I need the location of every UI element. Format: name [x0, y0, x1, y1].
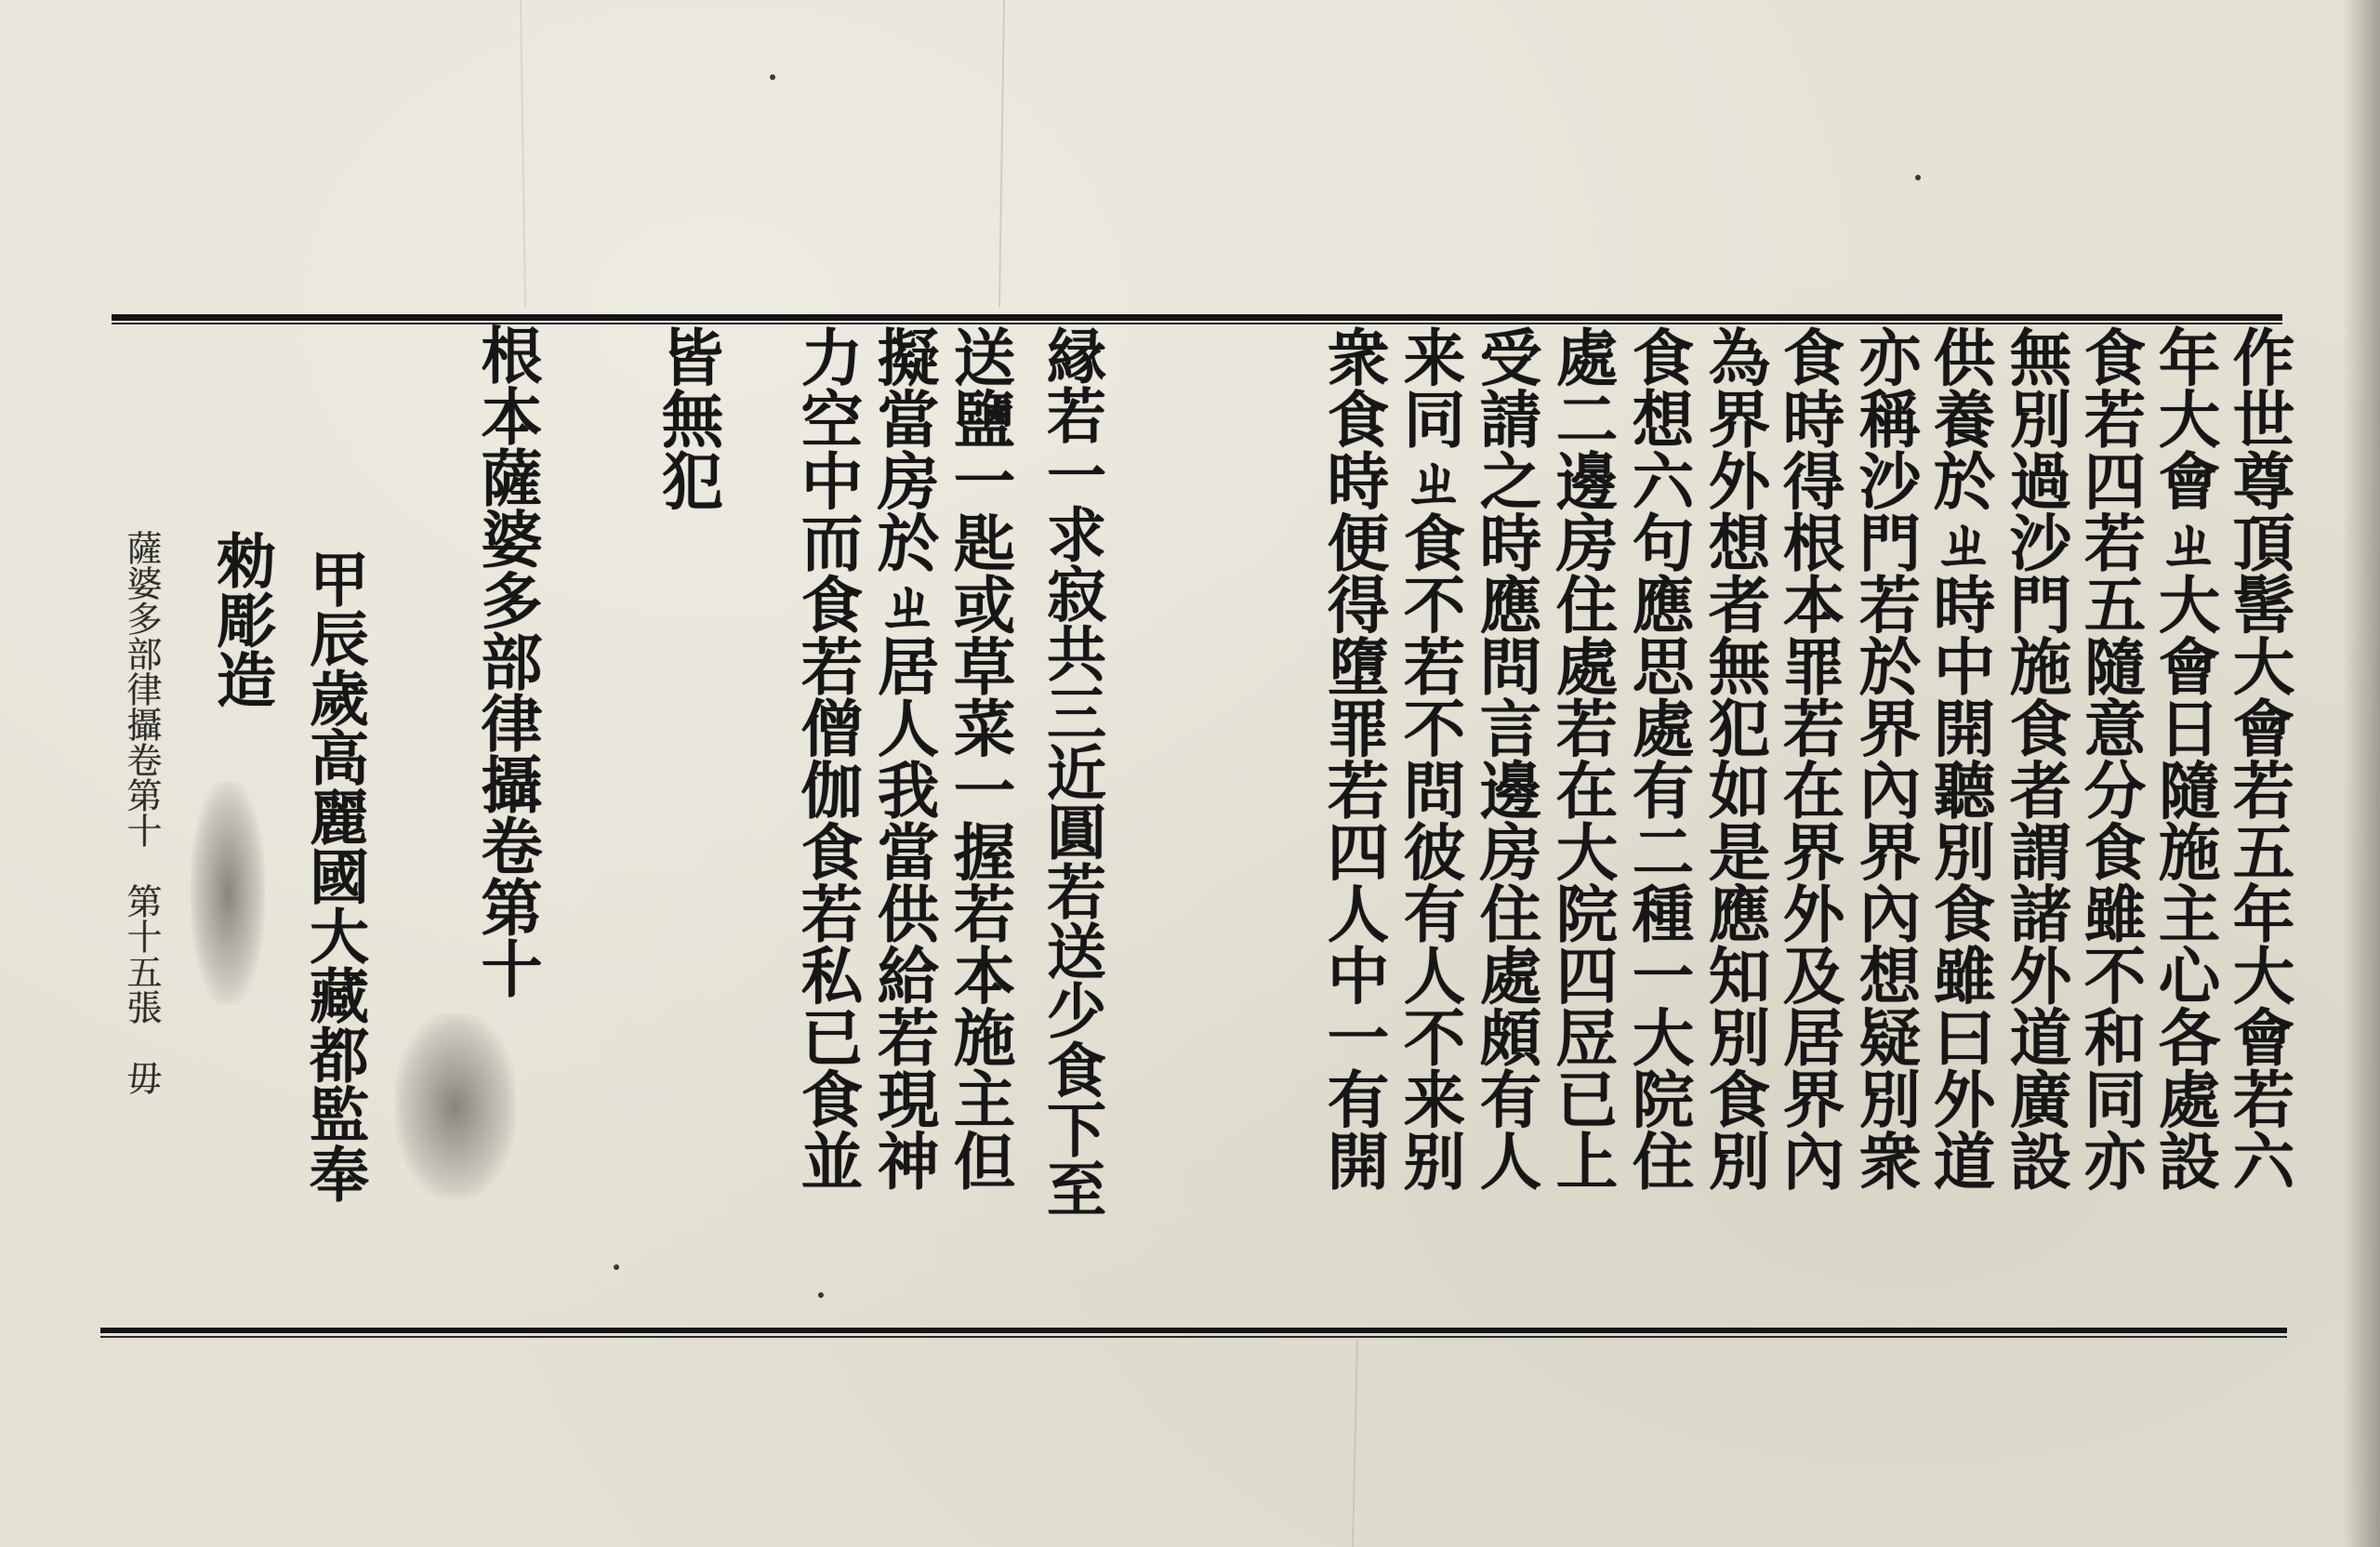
ink-smudge	[395, 1013, 516, 1199]
top-border-rule-inner	[112, 323, 2282, 324]
text-column-8: 為界外想者無犯如是應知別食別	[1699, 325, 1771, 1191]
page-edge-shadow	[2343, 0, 2380, 1547]
text-column-15: 送鹽一匙或草菜一握若本施主但	[944, 325, 1016, 1191]
text-column-5: 供養於ㄓ時中開聽別食雖曰外道	[1924, 325, 1996, 1191]
text-column-16: 擬當房於ㄓ居人我當供給若現神	[867, 325, 940, 1191]
text-column-9: 食想六句應思處有二種一大院住	[1622, 325, 1695, 1191]
paper-speck	[770, 74, 775, 80]
paper-speck	[614, 1264, 619, 1270]
top-border-rule	[112, 314, 2282, 321]
text-column-3: 食若四若五隨意分食雖不和同亦	[2074, 325, 2147, 1191]
text-column-12: 来同ㄓ食不若不問彼有人不来别	[1394, 325, 1466, 1191]
margin-page-note: 薩婆多部律攝卷第十 第十五張 毋	[121, 530, 162, 1095]
text-column-18: 皆無犯	[652, 325, 724, 511]
paper-speck	[818, 1292, 824, 1298]
text-column-17: 力空中而食若僧伽食若私已食並	[791, 325, 864, 1191]
text-column-13: 衆食時便得墮罪若四人中一有開	[1317, 325, 1390, 1191]
text-column-2: 年大會ㄓ大會日隨施主心各處設	[2149, 325, 2221, 1191]
text-column-10: 處二邊房住處若在大院四㞐已上	[1546, 325, 1619, 1191]
volume-title: 根本薩婆多部律攝卷第十	[470, 324, 543, 998]
text-column-1: 作世尊頂髺大會若五年大會若六	[2223, 325, 2295, 1191]
paper-speck	[1915, 175, 1921, 180]
bottom-border-rule	[100, 1328, 2287, 1333]
text-column-7: 食時得根本罪若在界外及居界內	[1773, 325, 1845, 1191]
text-column-4: 無別過沙門施食者謂諸外道廣設	[2000, 325, 2072, 1191]
ink-smudge	[191, 781, 265, 1004]
text-column-14: 縁若一求寂共三近圓若送少食下至	[1037, 325, 1106, 1218]
colophon-order-line: 勑彫造	[206, 530, 276, 708]
colophon-date-line: 甲辰歲高麗國大藏都監奉	[299, 549, 369, 1203]
text-column-11: 受請之時應問言邊房住處頗有人	[1470, 325, 1542, 1191]
bottom-border-rule-inner	[100, 1336, 2287, 1338]
text-column-6: 亦稱沙門若於界內界內想疑別衆	[1849, 325, 1922, 1191]
